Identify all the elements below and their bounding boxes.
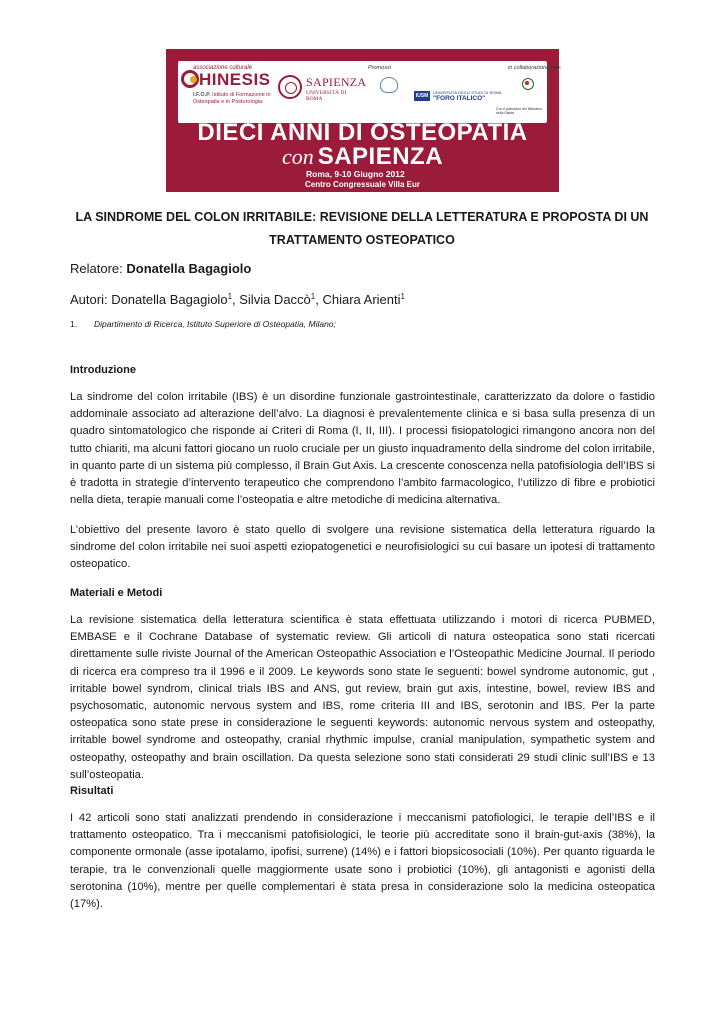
banner-con: con: [281, 144, 314, 169]
results-heading: Risultati: [70, 785, 114, 797]
chinesis-name: HINESIS: [199, 70, 271, 89]
sapienza-name: SAPIENZA: [306, 75, 367, 89]
foro-italico-logo: [414, 89, 502, 105]
affiliation-line: [70, 319, 336, 329]
document-title: LA SINDROME DEL COLON IRRITABILE: REVISIONE DELLA LETTERATURA E PROPOSTA DI UN TRATTAMENTO OSTEOPATICO: [75, 210, 649, 247]
chinesis-c-icon: [181, 70, 199, 88]
chinesis-assoc-text: associazione culturale: [193, 65, 253, 71]
collaboration-label: in collaborazione con:: [508, 65, 562, 71]
author-2: Silvia Daccò: [239, 292, 311, 307]
wave-icon: [380, 77, 398, 93]
intro-paragraph-2: L’obiettivo del presente lavoro è stato quello di svolgere una revisione sistematica della letteratura riguardo la sindrome del colon irritabile nei suoi aspetti eziopatogenetici e neurofisiologici su cui basare un ipotesi di trattamento osteopatico.: [70, 524, 655, 571]
methods-heading: Materiali e Metodi: [70, 587, 163, 599]
foro-italico-line: "FORO ITALICO": [433, 95, 486, 102]
affiliation-number: 1.: [70, 319, 78, 329]
relatore-line: [70, 261, 251, 276]
intro-heading: Introduzione: [70, 364, 136, 376]
iusm-badge: IUSM: [415, 93, 429, 99]
promoter-logo: [374, 77, 402, 97]
banner-subtitle: [166, 143, 559, 171]
banner-sapienza: SAPIENZA: [317, 143, 444, 170]
chinesis-ifop-text: I.F.O.P. Istituto di Formazione in Osteopatia e in Posturologia: [193, 92, 271, 105]
chinesis-logo: [181, 64, 271, 120]
methods-paragraph: La revisione sistematica della letteratura scientifica è stata effettuata utilizzando i motori di ricerca PUBMED, EMBASE e il Cochrane Database of systematic review. Gli articoli di natura osteopatica sono stati ricercati direttamente sulle riviste Journal of the American Osteopathic Association e l’Osteopathic Medicine Journal. Il periodo di ricerca era compreso tra il 1996 e il 2009. Le keywords sono state le seguenti: bowel syndrome autonomic, gut , irritable bowel syndrom, clinical trials IBS and ANS, gut review, brain gut axis, intestine, bowel, review IBS and psychosomatic, autonomic nervous system and IBS, rome criteria III and IBS, serotonin and IBS. Per la parte osteopatica sono state prese in considerazione le seguenti keywords: autonomic nervous system and osteopathy, irritable bowel syndrome and osteopathy, cranial rhythmic impulse, cranial manipulation, sympathetic system and osteopathy, osteopathy and brain oscillation. Da questa selezione sono stati considerati 29 studi clinic sull’IBS e 13 sull’osteopatia.: [70, 614, 655, 781]
patrocinio-text: Con il patrocinio del Ministero della Salute: [496, 107, 542, 115]
sponsor-logo-strip: [178, 61, 562, 123]
banner-title: DIECI ANNI DI OSTEOPATIA: [197, 119, 528, 146]
event-date: Roma, 9-10 Giugno 2012: [306, 169, 405, 179]
sapienza-university: UNIVERSITÀ DI ROMA: [306, 90, 347, 102]
relatore-label: Relatore:: [70, 261, 127, 276]
results-paragraph: I 42 articoli sono stati analizzati prendendo in considerazione i meccanismi patofiologici, le terapie dell’IBS e il trattamento osteopatico. Tra i meccanismi patofisiologici, le teorie più accreditate sono il brain-gut-axis (38%), la componente ormonale (asse ipotalamo, ipofisi, surrene) (14%) e i fattori biopsicosociali (10%). Per quanto riguarda le terapie, tra le convenzionali quelle maggiormente usate sono i probiotici (10%), gli antagonisti e agonisti della serotonina (10%), mentre per quelle complementari è stata presa in considerazione solo la medicina osteopatica (17%).: [70, 812, 655, 911]
authors-line: Autori: Donatella Bagagiolo$^1$, Silvia Daccò$^1$, Chiara Arienti$^1$: [70, 292, 405, 307]
sapienza-seal-icon: [278, 75, 302, 99]
foro-university-line: UNIVERSITÀ DEGLI STUDI DI ROMA: [433, 90, 502, 95]
intro-paragraph-1: La sindrome del colon irritabile (IBS) è un disordine funzionale gastrointestinale, caratterizzato da dolore o fastidio addominale associato ad alterazione dell’alvo. La diagnosi è prevalentemente clinica e si basa sulla presenza di un quadro sintomatologico che risponde ai Criteri di Roma (I, II, III). I processi fisiopatologici rimangono ancora non del tutto chiariti, ma alcuni fattori giocano un ruolo cruciale per un giusto inquadramento della sindrome del colon irritabile, in quanto parte di un sistema più complesso, il Brain Gut Axis. La crescente conoscenza nella patofisiologia dell’IBS si è tradotta in strategie d’intervento terapeutico che comprendono l’ambito farmacologico, l’utilizzo di fibre e probiotici nella dieta, terapie manuali come l’osteopatia e altre metodiche di medicina alternativa.: [70, 391, 655, 507]
authors-label: Autori:: [70, 292, 112, 307]
relatore-name: Donatella Bagagiolo: [126, 261, 252, 276]
promossi-label: Promossi: [368, 65, 391, 71]
event-banner: [166, 49, 562, 192]
republic-emblem-icon: [518, 77, 536, 95]
affiliation-text: Dipartimento di Ricerca, Istituto Superiore di Osteopatia, Milano;: [94, 319, 336, 329]
sapienza-logo: [278, 73, 367, 111]
author-1: Donatella Bagagiolo: [111, 292, 228, 307]
author-3: Chiara Arienti: [322, 292, 401, 307]
event-venue: Centro Congressuale Villa Eur: [305, 180, 420, 189]
